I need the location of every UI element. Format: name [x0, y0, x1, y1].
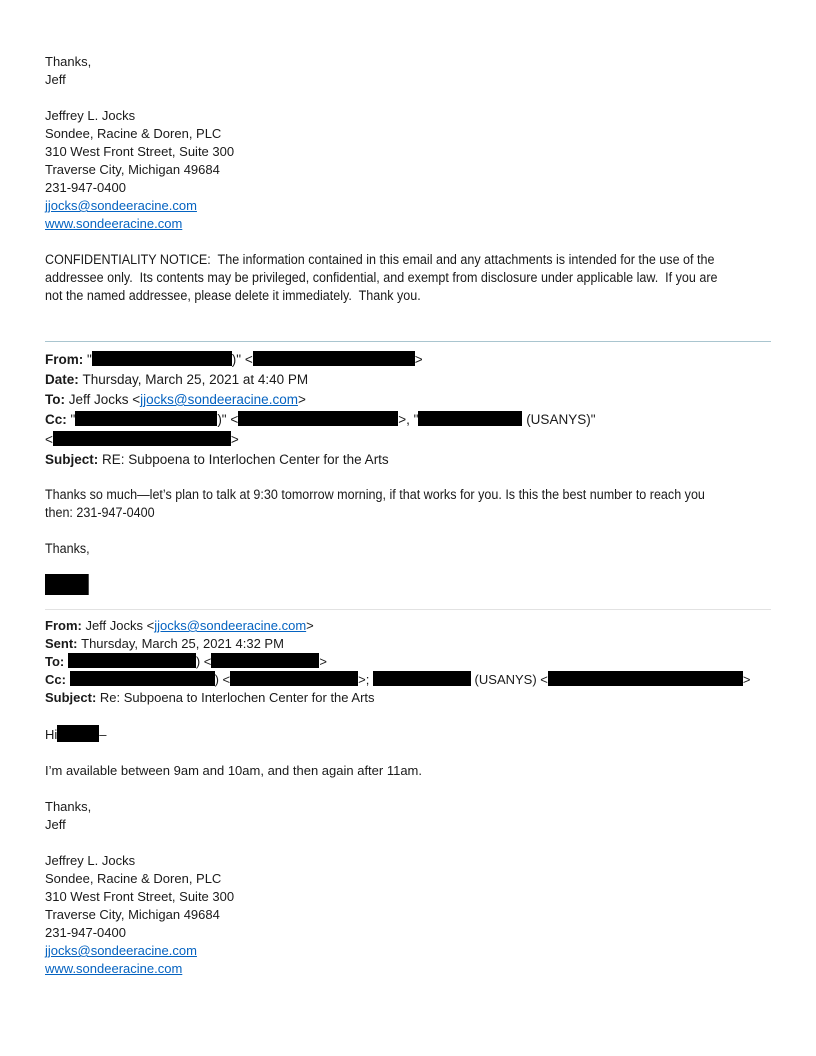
header-cc-line: [45, 410, 771, 430]
signature-email-link[interactable]: jjocks@sondeeracine.com: [45, 943, 197, 958]
reply-email-header: [45, 350, 771, 470]
header-cc-line-wrap: [45, 430, 771, 450]
field-label: Cc:: [45, 412, 71, 427]
text-line: not the named addressee, please delete it immediately. Thank you.: [45, 288, 421, 303]
field-label: To:: [45, 654, 68, 669]
header-sent-line: [45, 635, 771, 653]
field-text: ) <: [214, 672, 231, 687]
text-line: Thanks,: [45, 799, 92, 814]
field-label: From:: [45, 352, 87, 367]
field-label: Subject:: [45, 690, 100, 705]
signature-email-link[interactable]: jjocks@sondeeracine.com: [45, 198, 197, 213]
original-email-body: I’m available between 9am and 10am, and then again after 11am.: [45, 763, 422, 778]
field-text: –: [99, 727, 107, 742]
field-text: (USANYS) <: [470, 672, 548, 687]
field-text: )" <: [231, 352, 253, 367]
field-text: >: [414, 352, 423, 367]
redaction-bar: [92, 351, 232, 366]
email-link[interactable]: jjocks@sondeeracine.com: [140, 392, 298, 407]
original-email-header: [45, 617, 771, 707]
confidentiality-notice: [45, 251, 798, 305]
signature-website-link[interactable]: www.sondeeracine.com: [45, 961, 183, 976]
text-line: Jeff: [45, 817, 66, 832]
redaction-bar: [373, 671, 471, 686]
top-email-closing: [45, 53, 771, 89]
signature-block-top: [45, 107, 771, 233]
text-line: addressee only. Its contents may be privileged, confidential, and exempt from disclosure under applicable law. If you are: [45, 270, 718, 285]
field-text: Jeff Jocks <: [68, 392, 141, 407]
reply-signoff-redaction: [45, 574, 798, 597]
signature-phone: 231-947-0400: [45, 925, 126, 940]
field-text: Hi: [45, 727, 58, 742]
field-text: (USANYS)": [522, 412, 596, 427]
redaction-bar: [253, 351, 415, 366]
field-text: RE: Subpoena to Interlochen Center for the Arts: [102, 452, 389, 467]
field-label: Cc:: [45, 672, 70, 687]
field-text: >: [319, 654, 327, 669]
divider-gray: [45, 609, 771, 610]
text-line: Jeff: [45, 72, 66, 87]
redaction-bar: [53, 431, 231, 446]
spacer: [45, 233, 771, 251]
divider-blue: [45, 341, 771, 342]
field-label: Subject:: [45, 452, 103, 467]
redaction-bar: [230, 671, 358, 686]
signature-city: Traverse City, Michigan 49684: [45, 907, 220, 922]
signature-street: 310 West Front Street, Suite 300: [45, 889, 235, 904]
redaction-bar: [45, 574, 89, 595]
original-email-greeting: [45, 725, 771, 744]
signature-firm: Sondee, Racine & Doren, PLC: [45, 126, 222, 141]
signature-website-link[interactable]: www.sondeeracine.com: [45, 216, 183, 231]
redaction-bar: [418, 411, 522, 426]
signature-name: Jeffrey L. Jocks: [45, 853, 136, 868]
field-text: )" <: [217, 412, 239, 427]
signature-phone: 231-947-0400: [45, 180, 126, 195]
field-label: Date:: [45, 372, 83, 387]
header-subject-line: [45, 689, 771, 707]
field-text: >: [297, 392, 306, 407]
text-line: then: 231-947-0400: [45, 505, 155, 520]
field-text: Thursday, March 25, 2021 4:32 PM: [81, 636, 284, 651]
field-text: >, ": [398, 412, 419, 427]
field-text: >;: [358, 672, 373, 687]
signature-block-bottom: [45, 852, 771, 978]
field-text: >: [306, 618, 314, 633]
redaction-bar: [68, 653, 196, 668]
redaction-bar: [238, 411, 398, 426]
header-from-line: [45, 617, 771, 635]
spacer: [45, 89, 771, 107]
reply-email-closing: Thanks,: [45, 541, 90, 556]
field-label: Sent:: [45, 636, 82, 651]
signature-city: Traverse City, Michigan 49684: [45, 162, 220, 177]
redaction-bar: [548, 671, 743, 686]
header-date-line: [45, 370, 771, 390]
signature-street: 310 West Front Street, Suite 300: [45, 144, 235, 159]
header-to-line: [45, 390, 771, 410]
original-email-closing: [45, 798, 771, 834]
signature-firm: Sondee, Racine & Doren, PLC: [45, 871, 222, 886]
field-label: From:: [45, 618, 86, 633]
reply-email-body: [45, 486, 798, 522]
field-text: ) <: [195, 654, 212, 669]
field-text: >: [230, 432, 239, 447]
text-line: Thanks,: [45, 54, 92, 69]
field-label: To:: [45, 392, 69, 407]
header-subject-line: [45, 450, 771, 470]
email-link[interactable]: jjocks@sondeeracine.com: [154, 618, 307, 633]
field-text: ": [87, 352, 92, 367]
redaction-bar: [70, 671, 215, 686]
redaction-bar: [211, 653, 319, 668]
signature-name: Jeffrey L. Jocks: [45, 108, 136, 123]
field-text: ": [70, 412, 76, 427]
redaction-bar: [75, 411, 217, 426]
field-text: >: [742, 672, 751, 687]
header-cc-line: [45, 671, 771, 689]
field-text: <: [45, 432, 53, 447]
field-text: Thursday, March 25, 2021 at 4:40 PM: [82, 372, 309, 387]
text-line: Thanks so much—let’s plan to talk at 9:30 tomorrow morning, if that works for you. Is this the best number to reach you: [45, 487, 705, 502]
redaction-bar: [57, 725, 99, 742]
field-text: Jeff Jocks <: [85, 618, 155, 633]
header-from-line: [45, 350, 771, 370]
header-to-line: [45, 653, 771, 671]
field-text: Re: Subpoena to Interlochen Center for the Arts: [99, 690, 375, 705]
text-line: CONFIDENTIALITY NOTICE: The information contained in this email and any attachments is intended for the use of the: [45, 252, 715, 267]
